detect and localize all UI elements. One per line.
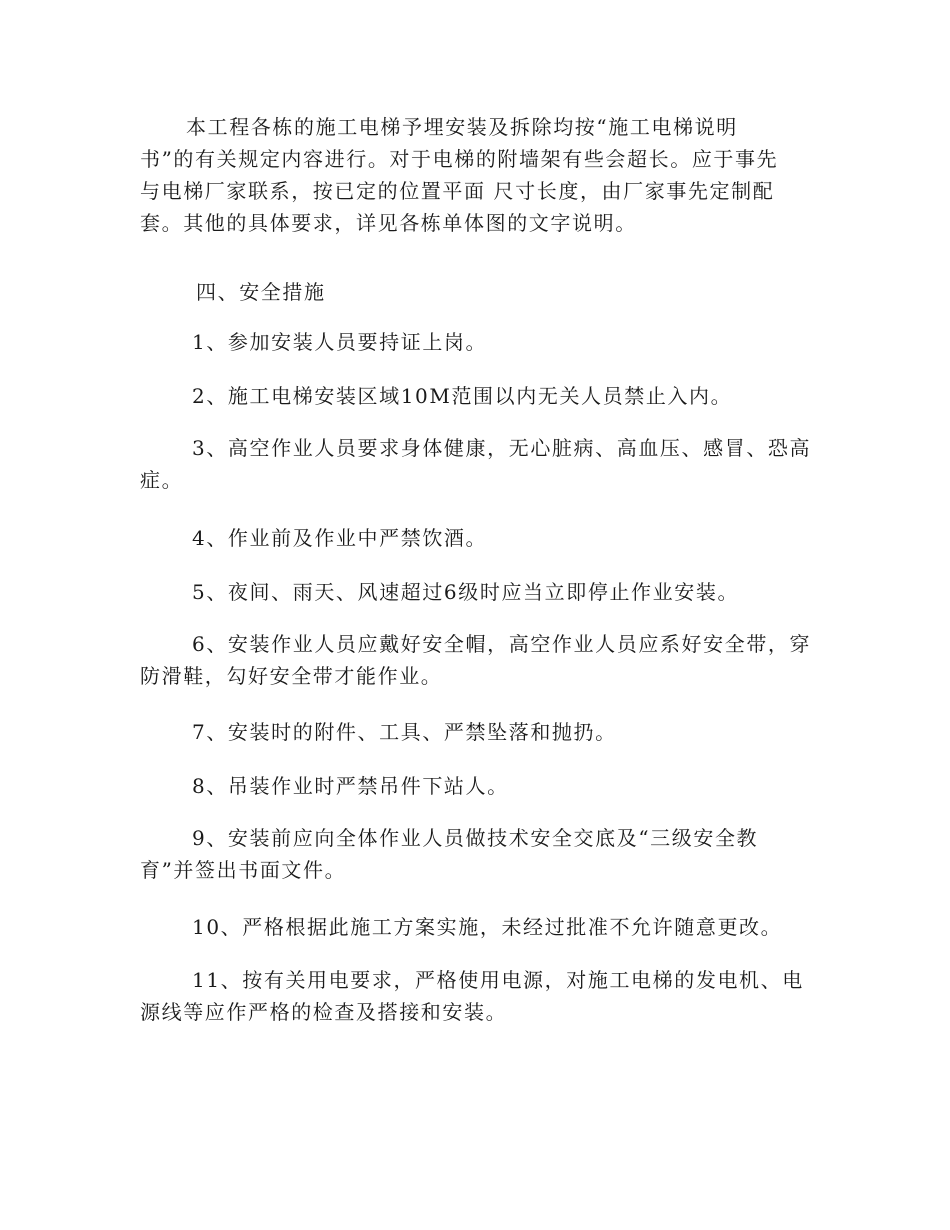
list-item xyxy=(140,716,810,748)
list-item-line: 6、安装作业人员应戴好安全帽，高空作业人员应系好安全带，穿 xyxy=(192,632,812,656)
intro-line: 书”的有关规定内容进行。对于电梯的附墙架有些会超长。应于事先 xyxy=(140,147,779,171)
section-heading-text: 四、安全措施 xyxy=(196,280,326,304)
list-item xyxy=(140,770,810,802)
intro-line: 与电梯厂家联系，按已定的位置平面 尺寸长度，由厂家事先定制配 xyxy=(140,179,775,203)
list-item xyxy=(140,432,810,496)
list-item xyxy=(140,822,810,886)
list-item-line: 3、高空作业人员要求身体健康，无心脏病、高血压、感冒、恐高 xyxy=(192,436,812,460)
list-item xyxy=(140,576,810,608)
list-item xyxy=(140,522,810,554)
list-item-line: 5、夜间、雨天、风速超过6级时应当立即停止作业安装。 xyxy=(192,580,740,604)
list-item-line: 1、参加安装人员要持证上岗。 xyxy=(192,330,488,354)
list-item-line: 症。 xyxy=(140,468,184,492)
intro-paragraph xyxy=(140,111,810,239)
list-item-line: 2、施工电梯安装区域10M范围以内无关人员禁止入内。 xyxy=(192,384,733,408)
list-item xyxy=(140,911,810,943)
intro-line: 本工程各栋的施工电梯予埋安装及拆除均按“施工电梯说明 xyxy=(186,115,738,139)
list-item-line: 源线等应作严格的检查及搭接和安装。 xyxy=(140,1000,508,1024)
list-item-line: 9、安装前应向全体作业人员做技术安全交底及“三级安全教 xyxy=(192,826,759,850)
list-item-line: 11、按有关用电要求，严格使用电源，对施工电梯的发电机、电 xyxy=(192,968,804,992)
list-item-line: 7、安装时的附件、工具、严禁坠落和抛扔。 xyxy=(192,720,617,744)
list-item xyxy=(140,380,810,412)
list-item-line: 防滑鞋，勾好安全带才能作业。 xyxy=(140,664,443,688)
section-heading xyxy=(140,276,810,308)
list-item-line: 10、严格根据此施工方案实施，未经过批准不允许随意更改。 xyxy=(192,915,783,939)
list-item-line: 8、吊装作业时严禁吊件下站人。 xyxy=(192,774,509,798)
list-item xyxy=(140,628,810,692)
list-item xyxy=(140,964,810,1028)
intro-line: 套。其他的具体要求，详见各栋单体图的文字说明。 xyxy=(140,211,637,235)
list-item-line: 育”并签出书面文件。 xyxy=(140,858,347,882)
list-item-line: 4、作业前及作业中严禁饮酒。 xyxy=(192,526,488,550)
list-item xyxy=(140,326,810,358)
